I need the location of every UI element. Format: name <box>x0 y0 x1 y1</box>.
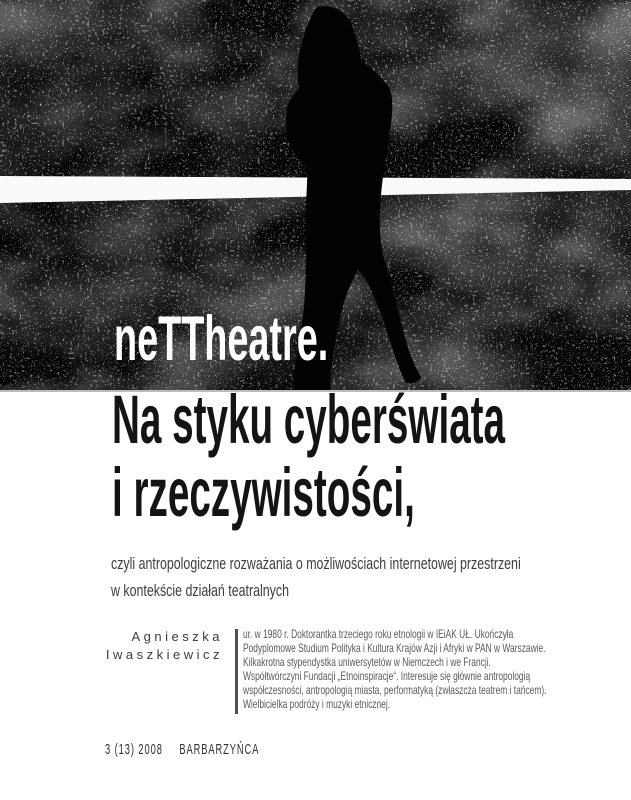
article-title-overlay <box>114 304 471 374</box>
article-title-line <box>112 383 631 456</box>
bio-line-text: Podyplomowe Studium Polityka i Kultura Krajów Azji i Afryki w PAN w Warszawie. <box>243 641 546 655</box>
author-last-name: Iwaszkiewicz <box>105 647 223 662</box>
journal-name: BARBARZYŃCA <box>179 741 260 758</box>
article-title <box>112 383 631 529</box>
subtitle-line <box>111 550 631 577</box>
cover-photo <box>0 0 631 392</box>
author-name <box>40 628 223 664</box>
article-title-line <box>112 456 631 529</box>
bio-line <box>243 683 631 697</box>
bio-line <box>243 641 631 655</box>
bio-line-text: Współtwórczyni Fundacji „Etnoinspiracje“. Interesuje się głównie antropologią <box>243 669 531 683</box>
subtitle-line-text: czyli antropologiczne rozważania o możliwościach internetowej przestrzeni <box>111 554 521 573</box>
issue-number: 3 (13) 2008 <box>105 741 163 758</box>
article-title-line-text: Na styku cyberświata <box>112 381 506 458</box>
author-first-name: Agnieszka <box>131 629 223 644</box>
article-subtitle <box>111 550 631 604</box>
page-footer <box>105 742 354 757</box>
bio-line <box>243 627 631 641</box>
bio-line <box>243 655 631 669</box>
author-bio <box>243 627 631 711</box>
bio-line-text: ur. w 1980 r. Doktorantka trzeciego roku etnologii w IEiAK UŁ. Ukończyła <box>243 627 514 641</box>
subtitle-line-text: w kontekście działań teatralnych <box>111 581 289 600</box>
author-divider <box>235 629 238 714</box>
bio-line <box>243 697 631 711</box>
bio-line <box>243 669 631 683</box>
bio-line-text: współczesności, antropologią miasta, performatyką (zwłaszcza teatrem i tańcem). <box>243 683 547 697</box>
article-title-overlay-text: neTTheatre. <box>114 304 329 374</box>
bio-line-text: Kilkakrotna stypendystka uniwersytetów w Niemczech i we Francji. <box>243 655 491 669</box>
subtitle-line <box>111 577 631 604</box>
bio-line-text: Wielbicielka podróży i muzyki etnicznej. <box>243 697 391 711</box>
article-title-line-text: i rzeczywistości, <box>112 454 415 531</box>
